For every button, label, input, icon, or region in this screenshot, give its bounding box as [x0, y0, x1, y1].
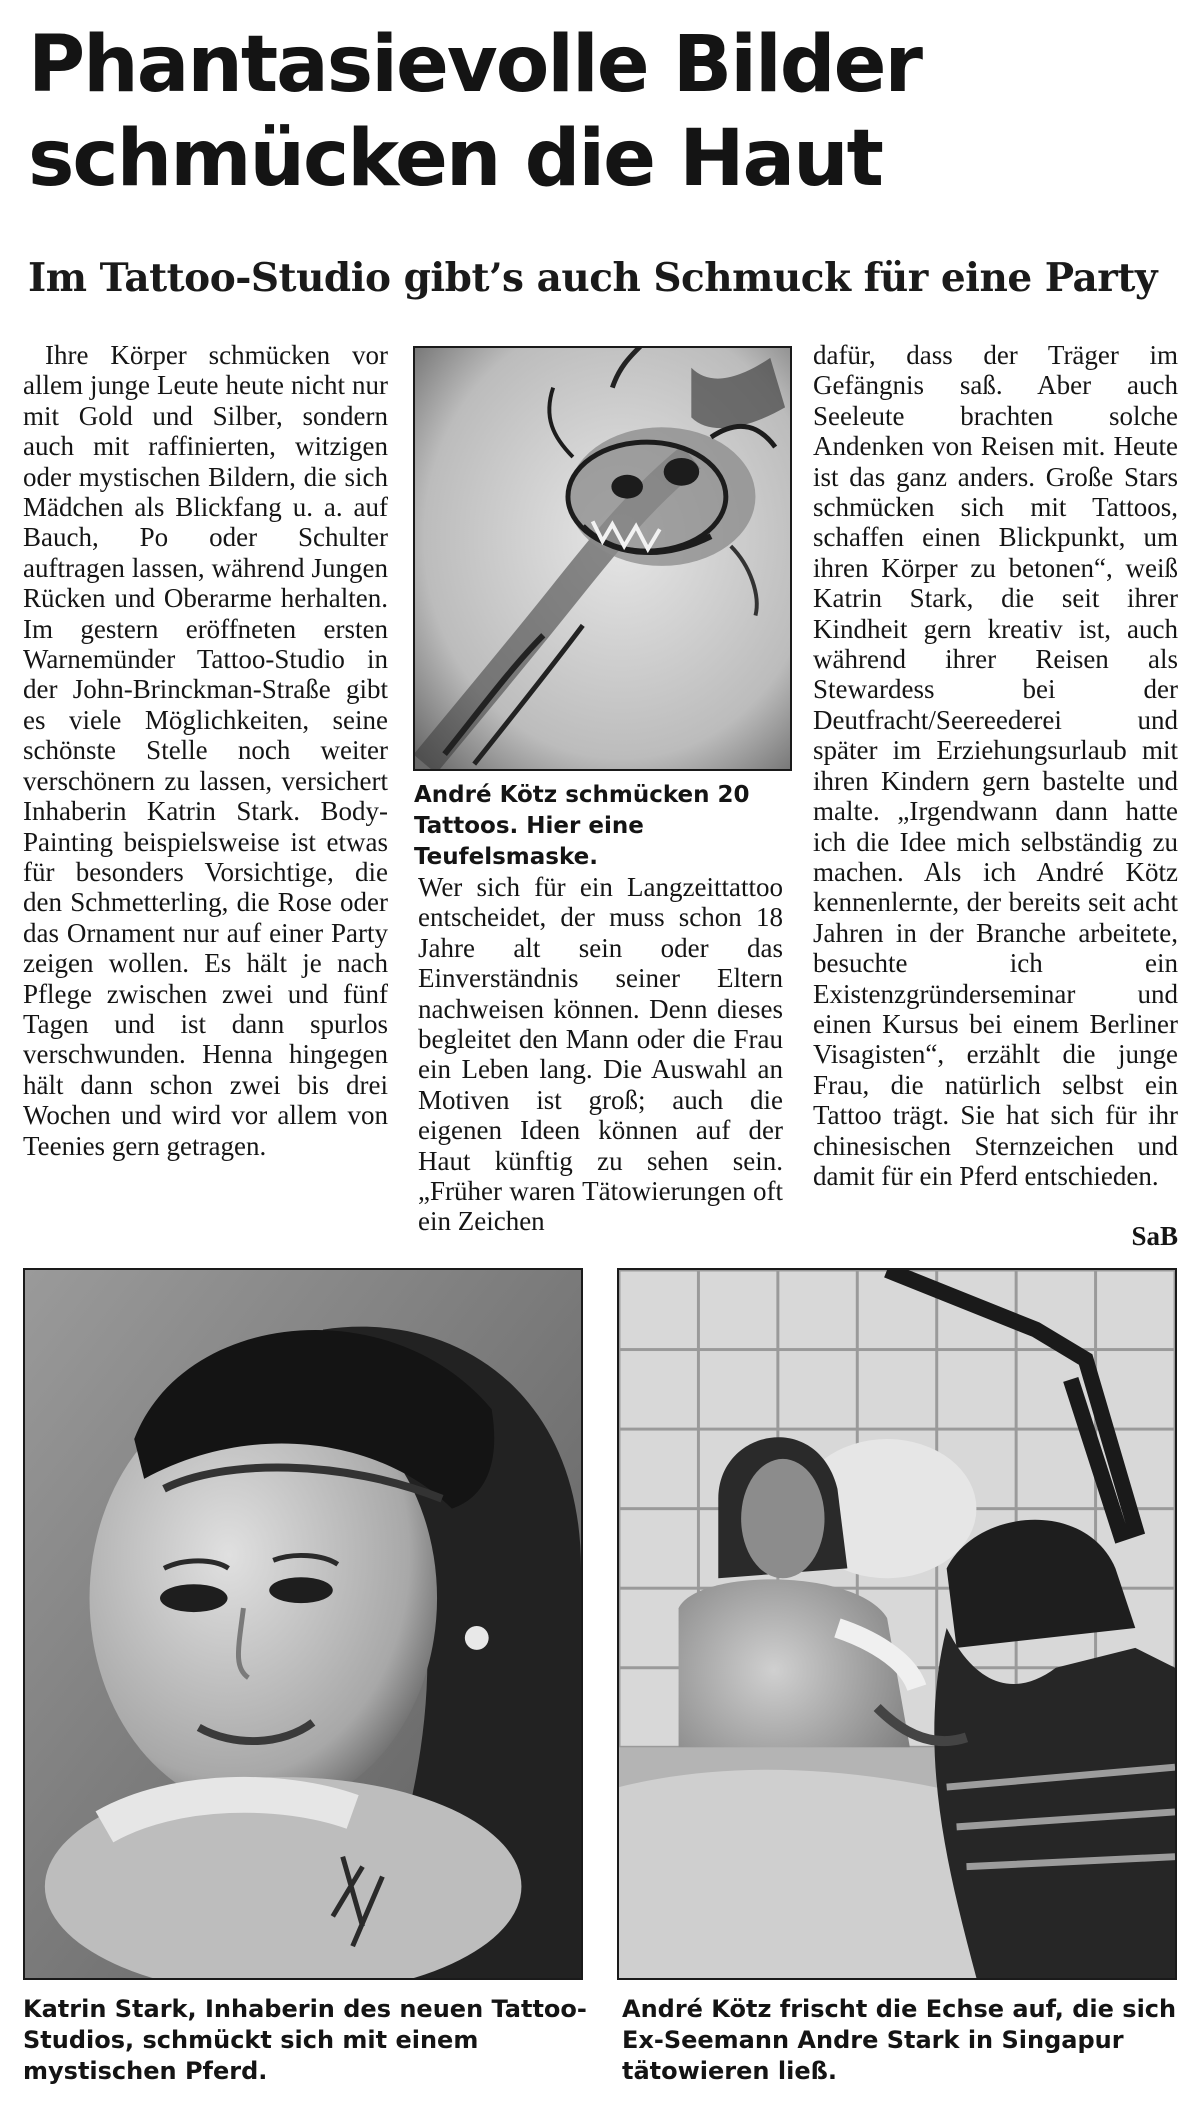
author-initials: SaB [1131, 1221, 1178, 1251]
andre-koetz-photo [617, 1268, 1177, 1980]
column-3-text: dafür, dass der Träger im Gefängnis saß. Aber auch Seeleute brachten solche Andenken von Reisen mit. Heute ist das ganz anders. Große Stars schmücken sich mit Tattoos, schaffen einen Blickpunkt, um ihren Körper zu betonen“, weiß Katrin Stark, die seit ihrer Kindheit gern kreativ ist, auch während ihrer Reisen als Stewardess bei der Deutfracht/Seereederei und später im Erziehungsurlaub mit ihren Kindern gern bastelte und malte. „Irgendwann dann hatte ich die Idee mich selbständig zu machen. Als ich André Kötz kennenlernte, der bereits seit acht Jahren in der Branche arbeitete, besuchte ich ein Existenzgründerseminar und einen Kursus bei einem Berliner Visagisten“, erzählt die junge Frau, die natürlich selbst ein Tattoo trägt. Sie hat sich für ihr chinesischen Sternzeichen und damit für ein Pferd entschieden. [813, 340, 1178, 1191]
article-column-2 [418, 872, 783, 1237]
article-column-3 [813, 340, 1178, 1252]
katrin-photo-caption: Katrin Stark, Inhaberin des neuen Tattoo-Studios, schmückt sich mit einem mystischen Pferd. [23, 1995, 587, 2085]
headline-line-2: schmücken die Haut [28, 114, 882, 204]
headline [28, 18, 1168, 206]
katrin-stark-photo [23, 1268, 583, 1980]
subheadline: Im Tattoo-Studio gibt’s auch Schmuck für eine Party [28, 255, 1158, 301]
column-1-text: Ihre Körper schmücken vor allem junge Leute heute nicht nur mit Gold und Silber, sondern auch mit raffinierten, witzigen oder mystischen Bildern, die sich Mädchen als Blickfang u. a. auf Bauch, Po oder Schulter auftragen lassen, während Jungen Rücken und Oberarme herhalten. Im gestern eröffneten ersten Warnemünder Tattoo-Studio in der John-Brinckman-Straße gibt es viele Möglichkeiten, seine schönste Stelle noch weiter verschönern zu lassen, versichert Inhaberin Katrin Stark. Body-Painting beispielsweise ist etwas für besonders Vorsichtige, die den Schmetterling, die Rose oder das Ornament nur auf einer Party zeigen wollen. Es hält je nach Pflege zwischen zwei und fünf Tagen und ist dann spurlos verschwunden. Henna hingegen hält dann schon zwei bis drei Wochen und wird vor allem von Teenies gern getragen. [23, 340, 388, 1161]
tattoo-photo-caption: André Kötz schmücken 20 Tattoos. Hier eine Teufelsmaske. [414, 782, 750, 870]
tattoo-mask-photo [413, 346, 792, 771]
column-2-text: Wer sich für ein Langzeittattoo entscheidet, der muss schon 18 Jahre alt sein oder das Einverständnis seiner Eltern nachweisen können. Denn dieses begleitet den Mann oder die Frau ein Leben lang. Die Auswahl an Motiven ist groß; auch die eigenen Ideen können auf der Haut künftig zu sehen sein. „Früher waren Tätowierungen oft ein Zeichen [418, 872, 783, 1237]
article-column-1 [23, 340, 388, 1161]
andre-photo-caption: André Kötz frischt die Echse auf, die sich Ex-Seemann Andre Stark in Singapur tätowieren ließ. [622, 1995, 1177, 2085]
headline-line-1: Phantasievolle Bilder [28, 20, 921, 110]
